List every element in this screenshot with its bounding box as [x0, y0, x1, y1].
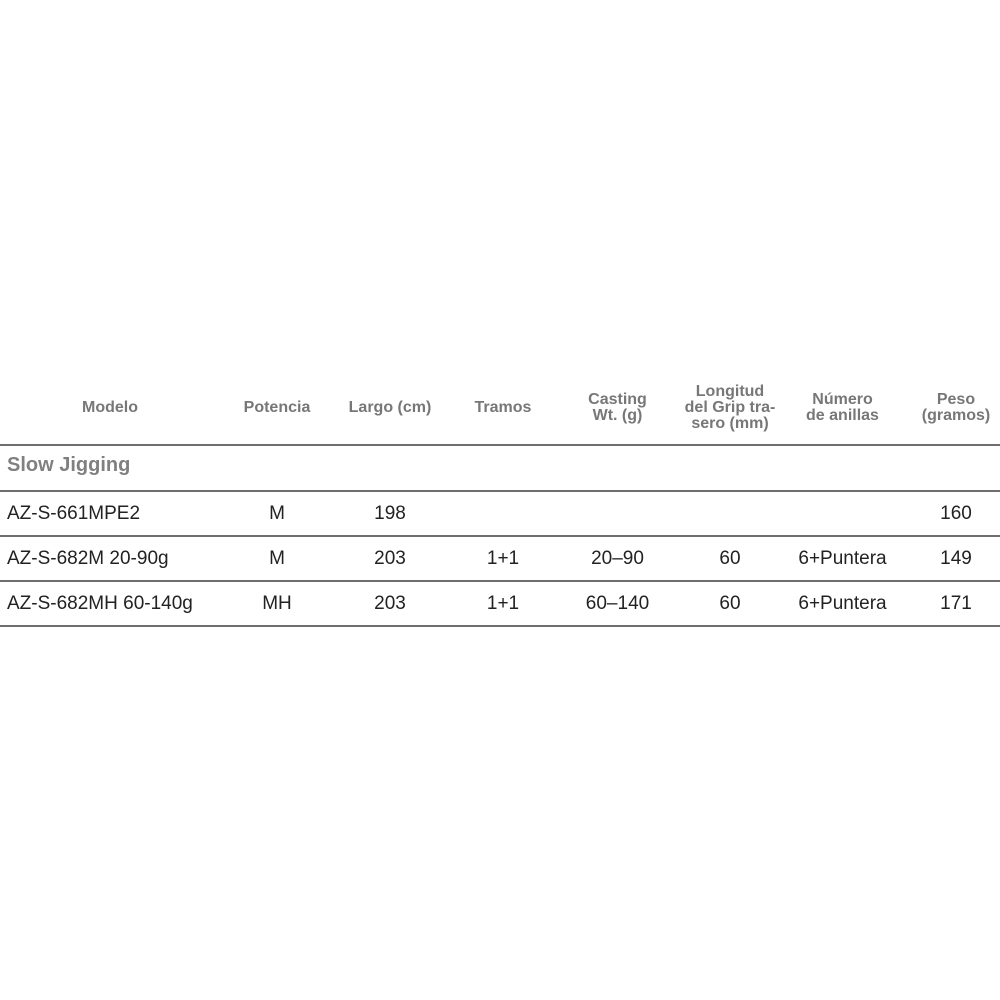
cell-casting-wt: 60–140 [585, 592, 650, 614]
table-row [0, 537, 1000, 582]
cell-modelo: AZ-S-682M 20-90g [7, 547, 169, 569]
cell-largo: 203 [374, 547, 406, 569]
cell-potencia: M [269, 547, 285, 569]
spec-table [0, 372, 1000, 627]
cell-modelo: AZ-S-682MH 60-140g [7, 592, 193, 614]
table-header-row [0, 372, 1000, 446]
cell-tramos: 1+1 [486, 547, 520, 569]
header-tramos: Tramos [474, 399, 532, 416]
cell-numero-anillas: 6+Puntera [798, 592, 887, 614]
cell-tramos [458, 492, 548, 535]
cell-tramos: 1+1 [486, 592, 520, 614]
cell-peso: 171 [940, 592, 972, 614]
cell-casting-wt: 20–90 [591, 547, 644, 569]
table-row [0, 492, 1000, 537]
cell-largo: 198 [374, 502, 406, 524]
header-casting-wt: Casting Wt. (g) [588, 391, 647, 424]
cell-potencia: MH [262, 592, 292, 614]
cell-numero-anillas [790, 492, 895, 535]
header-largo: Largo (cm) [348, 399, 432, 416]
cell-largo: 203 [374, 592, 406, 614]
header-potencia: Potencia [243, 399, 311, 416]
cell-longitud-grip [680, 492, 780, 535]
header-numero-anillas: Número de anillas [806, 391, 879, 424]
section-row [0, 446, 1000, 492]
cell-longitud-grip: 60 [719, 592, 741, 614]
cell-potencia: M [269, 502, 285, 524]
cell-modelo: AZ-S-661MPE2 [7, 502, 141, 524]
cell-longitud-grip: 60 [719, 547, 741, 569]
header-longitud-grip: Longitud del Grip tra- sero (mm) [684, 383, 776, 432]
cell-peso: 160 [940, 502, 972, 524]
cell-casting-wt [565, 492, 670, 535]
section-title: Slow Jigging [7, 454, 131, 476]
header-peso: Peso (gramos) [921, 391, 991, 424]
table-row [0, 582, 1000, 627]
header-modelo: Modelo [82, 399, 138, 416]
cell-peso: 149 [940, 547, 972, 569]
cell-numero-anillas: 6+Puntera [798, 547, 887, 569]
